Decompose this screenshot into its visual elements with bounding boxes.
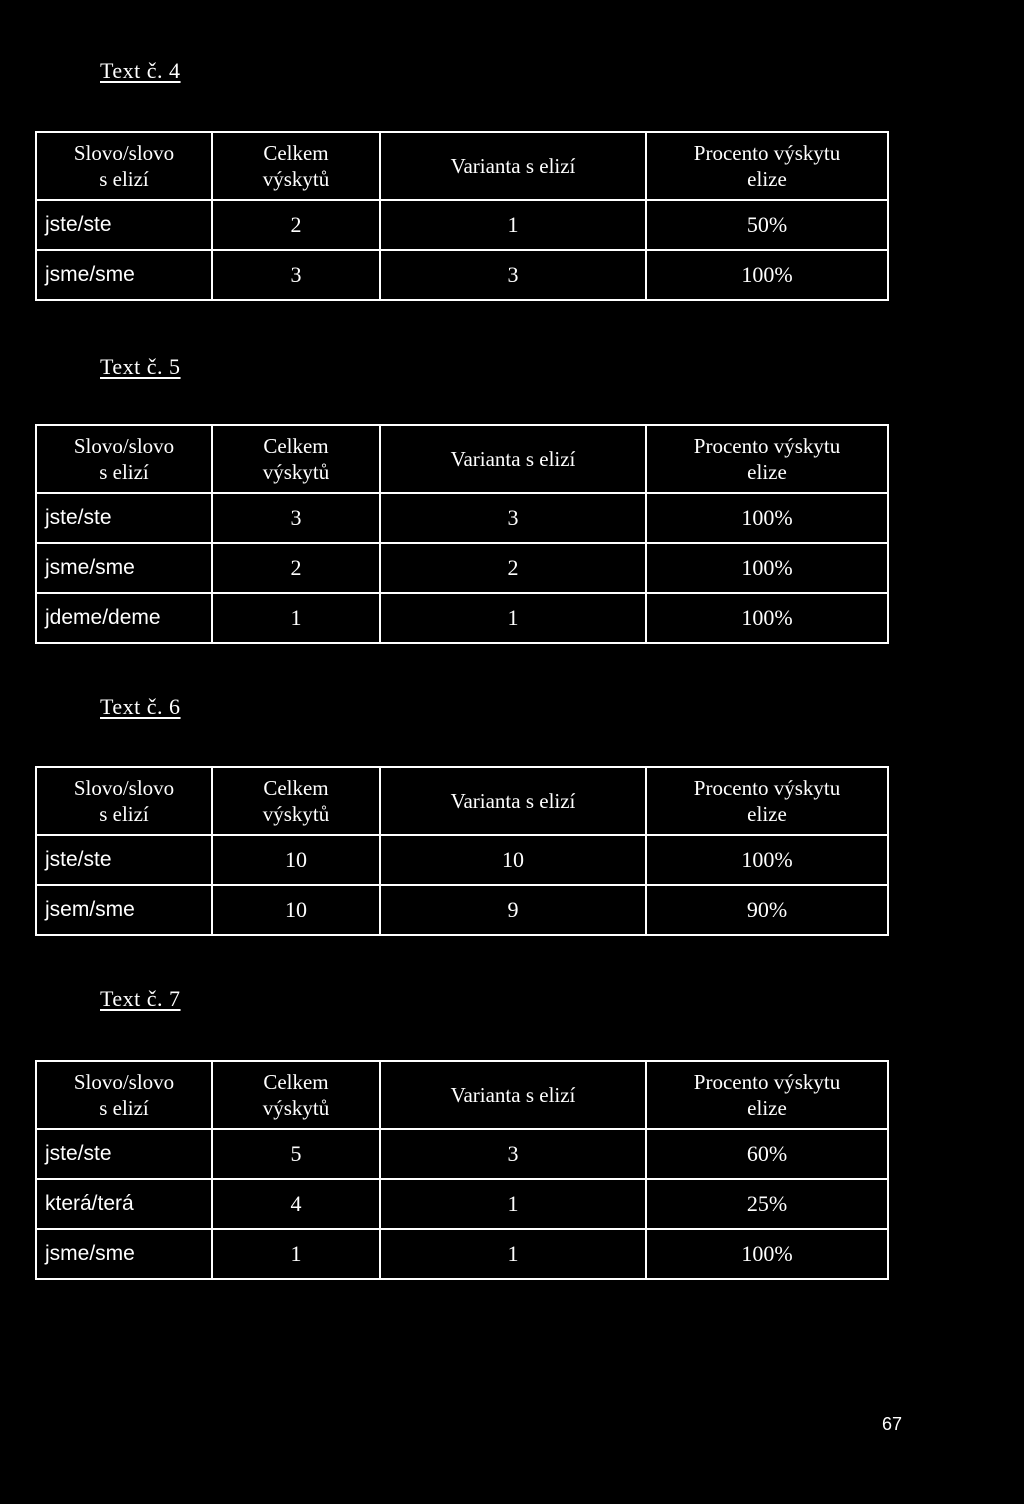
header-variant: Varianta s elizí [380,1061,646,1129]
cell-word: jsme/sme [36,250,212,300]
section-title-text-7: Text č. 7 [100,986,181,1011]
header-percent: Procento výskytu elize [646,767,888,835]
cell-total: 5 [212,1129,380,1179]
cell-percent: 90% [646,885,888,935]
cell-total: 2 [212,200,380,250]
cell-percent: 25% [646,1179,888,1229]
cell-word: která/terá [36,1179,212,1229]
cell-total: 3 [212,250,380,300]
cell-word: jsme/sme [36,1229,212,1279]
table-row [36,200,888,250]
table-row [36,543,888,593]
header-word: Slovo/slovo s elizí [36,425,212,493]
cell-word: jsme/sme [36,543,212,593]
table-row [36,493,888,543]
elision-table-text-6 [35,766,889,936]
cell-percent: 60% [646,1129,888,1179]
cell-variant: 1 [380,1179,646,1229]
header-percent: Procento výskytu elize [646,425,888,493]
table-row [36,593,888,643]
table-header-row [36,425,888,493]
cell-percent: 50% [646,200,888,250]
cell-percent: 100% [646,493,888,543]
header-variant: Varianta s elizí [380,132,646,200]
header-word: Slovo/slovo s elizí [36,767,212,835]
header-total: Celkem výskytů [212,1061,380,1129]
cell-variant: 10 [380,835,646,885]
cell-percent: 100% [646,1229,888,1279]
header-total: Celkem výskytů [212,425,380,493]
header-percent: Procento výskytu elize [646,132,888,200]
cell-total: 2 [212,543,380,593]
table-row [36,1179,888,1229]
elision-table-text-7 [35,1060,889,1280]
cell-total: 10 [212,885,380,935]
cell-word: jsem/sme [36,885,212,935]
cell-percent: 100% [646,835,888,885]
cell-variant: 1 [380,593,646,643]
cell-total: 1 [212,1229,380,1279]
cell-word: jste/ste [36,1129,212,1179]
cell-total: 3 [212,493,380,543]
header-percent: Procento výskytu elize [646,1061,888,1129]
header-total: Celkem výskytů [212,767,380,835]
cell-variant: 3 [380,493,646,543]
cell-variant: 1 [380,1229,646,1279]
elision-table-text-5 [35,424,889,644]
table-header-row [36,1061,888,1129]
header-word: Slovo/slovo s elizí [36,132,212,200]
section-title-text-5: Text č. 5 [100,354,181,379]
table-row [36,250,888,300]
cell-total: 10 [212,835,380,885]
page-number: 67 [882,1414,903,1434]
table-header-row [36,767,888,835]
cell-word: jste/ste [36,200,212,250]
cell-total: 1 [212,593,380,643]
table-row [36,1229,888,1279]
cell-variant: 9 [380,885,646,935]
section-title-text-4: Text č. 4 [100,58,181,83]
cell-percent: 100% [646,593,888,643]
cell-variant: 2 [380,543,646,593]
table-row [36,835,888,885]
cell-variant: 1 [380,200,646,250]
cell-total: 4 [212,1179,380,1229]
cell-percent: 100% [646,250,888,300]
header-total: Celkem výskytů [212,132,380,200]
elision-table-text-4 [35,131,889,301]
header-variant: Varianta s elizí [380,425,646,493]
table-header-row [36,132,888,200]
cell-percent: 100% [646,543,888,593]
cell-variant: 3 [380,1129,646,1179]
section-title-text-6: Text č. 6 [100,694,181,719]
cell-variant: 3 [380,250,646,300]
cell-word: jdeme/deme [36,593,212,643]
header-variant: Varianta s elizí [380,767,646,835]
cell-word: jste/ste [36,835,212,885]
table-row [36,1129,888,1179]
table-row [36,885,888,935]
header-word: Slovo/slovo s elizí [36,1061,212,1129]
cell-word: jste/ste [36,493,212,543]
